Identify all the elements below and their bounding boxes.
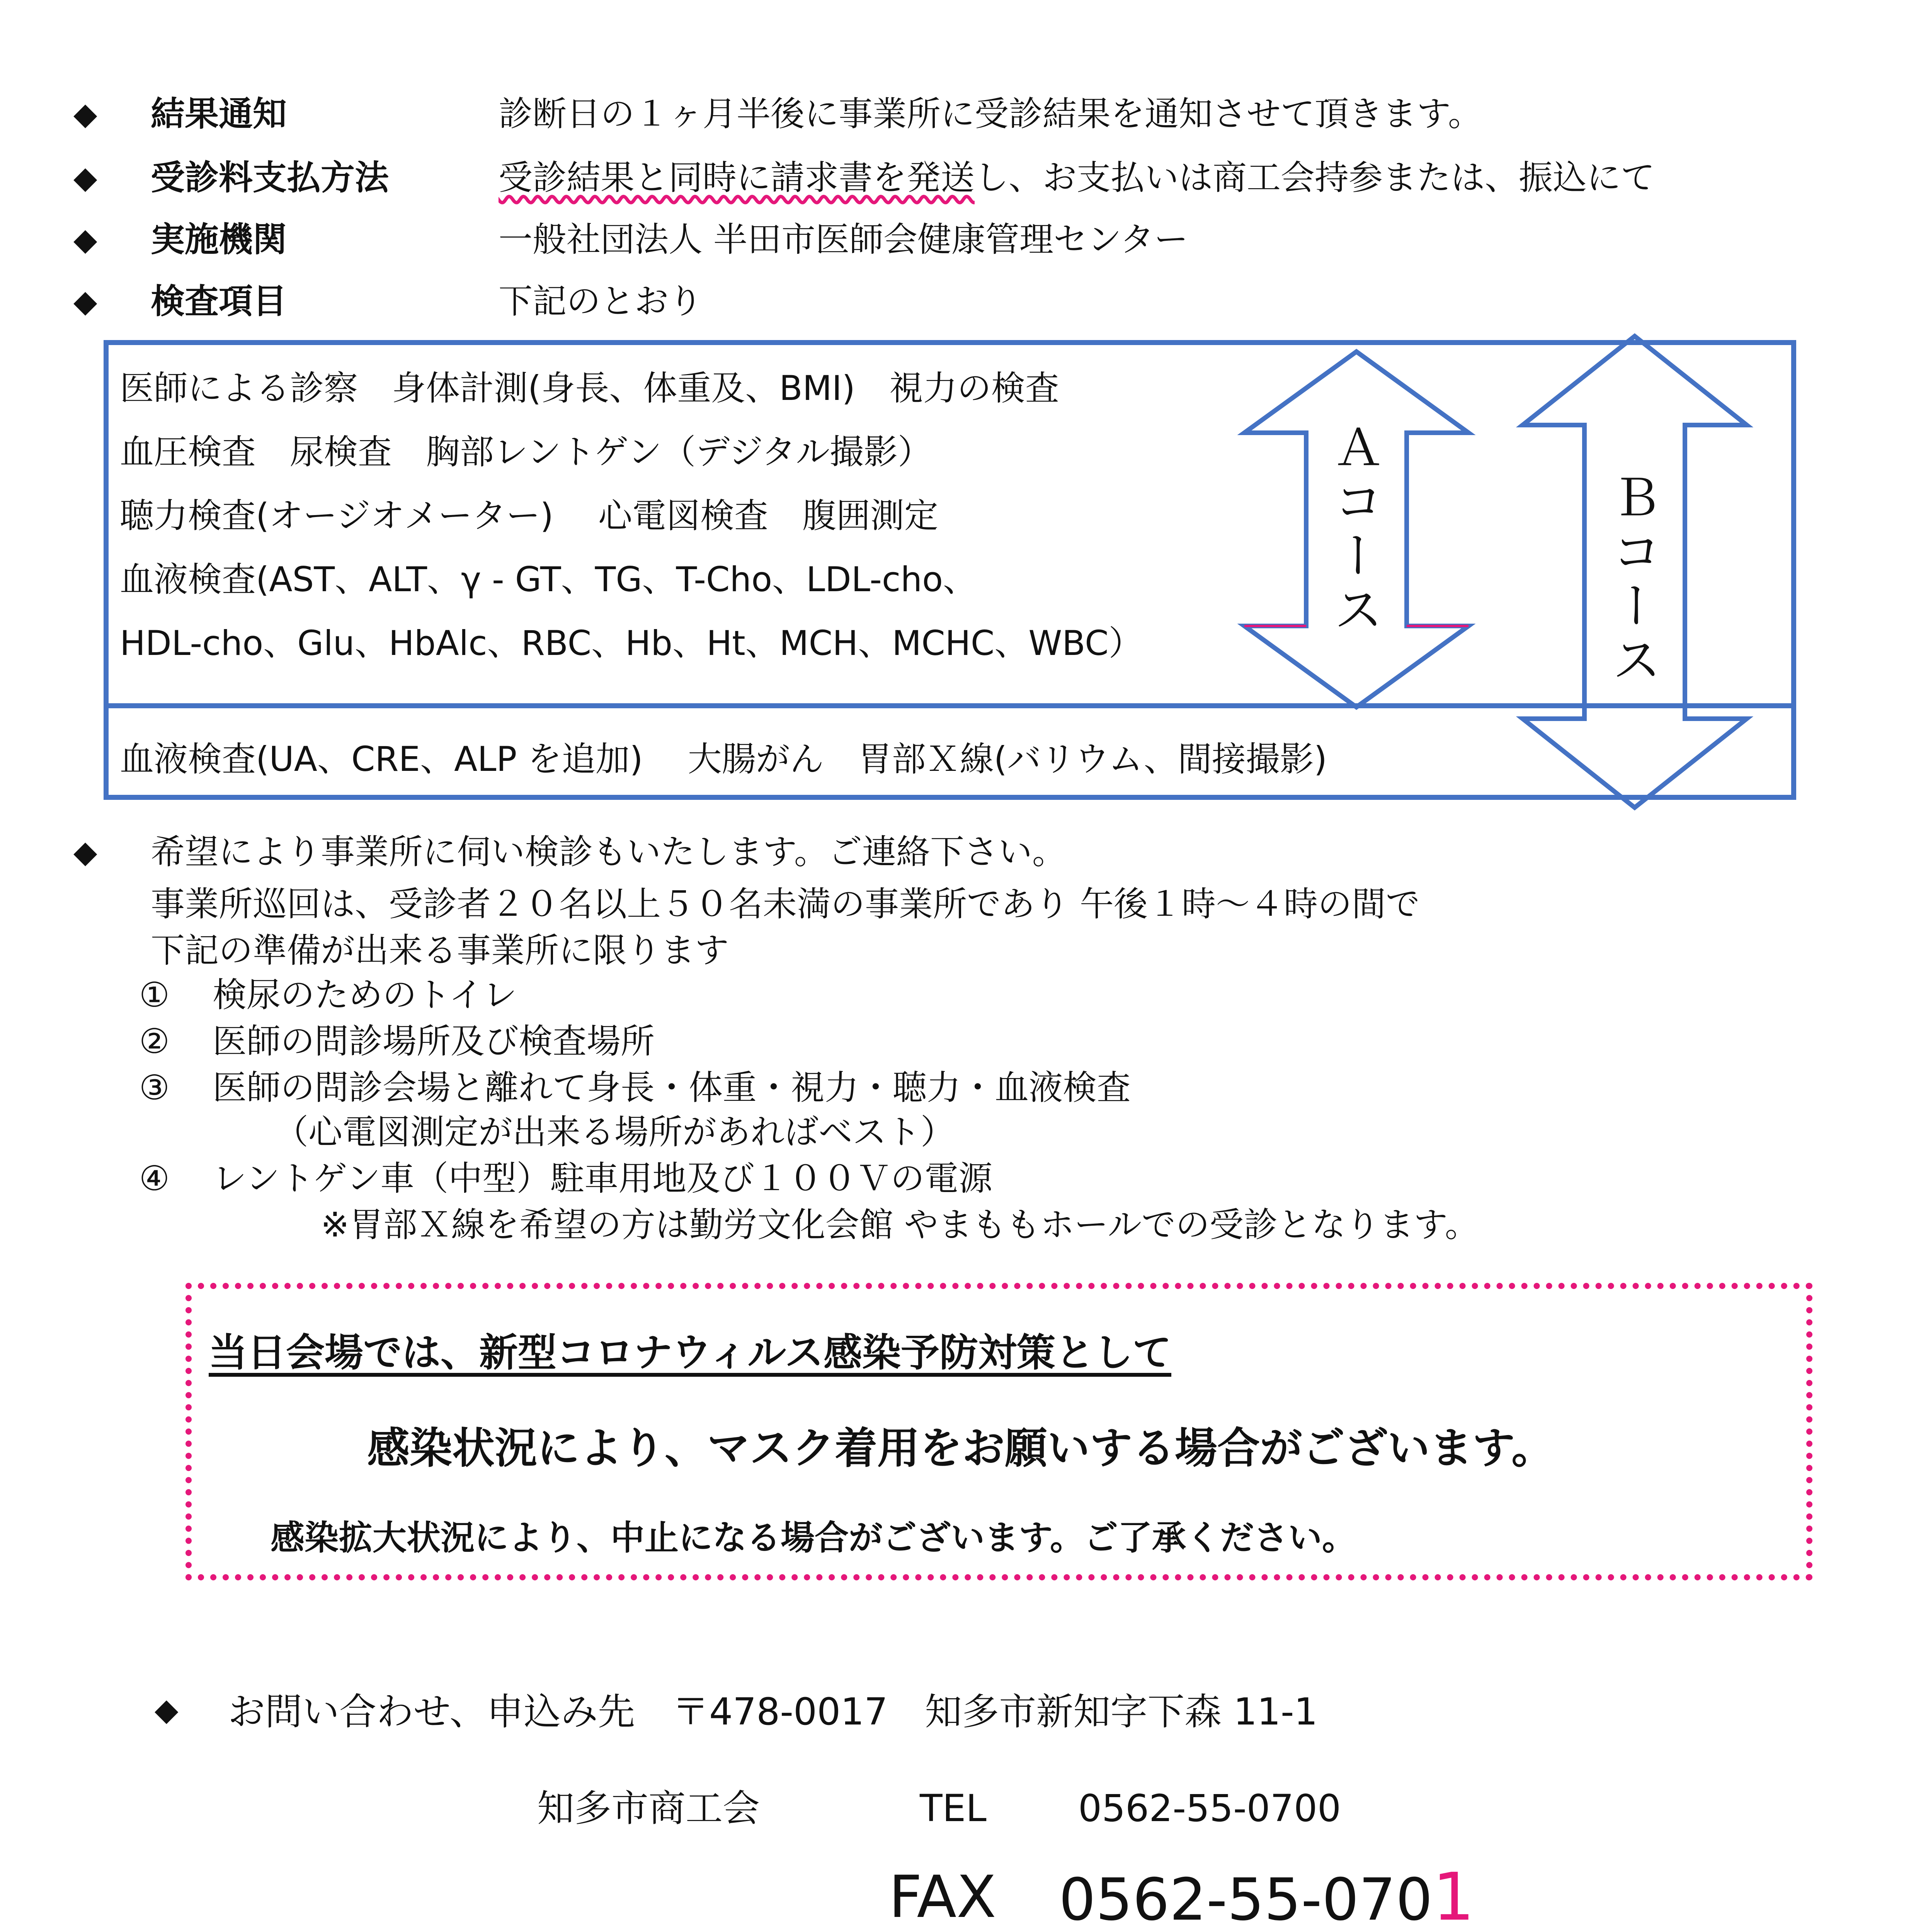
payment-underlined-text: 受診結果と同時に請求書を発送 <box>499 158 975 197</box>
exam-line-1: 医師による診察 身体計測(身長、体重及、BMI) 視力の検査 <box>120 368 1059 408</box>
visit-item-num: ④ <box>139 1158 170 1198</box>
visit-desc-1: 事業所巡回は、受診者２０名以上５０名未満の事業所であり 午後１時～４時の間で <box>151 884 1420 924</box>
fax-label: FAX <box>889 1864 996 1931</box>
a-course-label: Ａコース <box>1325 421 1384 638</box>
payment-method-label: 受診料支払方法 <box>151 158 389 197</box>
b-course-label: Ｂコース <box>1603 471 1662 688</box>
payment-rest-text: し、お支払いは商工会持参または、振込にて <box>975 158 1655 197</box>
visit-heading: 希望により事業所に伺い検診もいたします。ご連絡下さい。 <box>151 832 1066 872</box>
diamond-bullet-icon: ◆ <box>73 221 97 257</box>
exam-line-2: 血圧検査 尿検査 胸部レントゲン（デジタル撮影） <box>120 432 932 472</box>
visit-item-num: ① <box>139 975 170 1015</box>
visit-item-text: 検尿のためのトイレ <box>213 975 517 1015</box>
fax-number <box>1059 1859 1475 1932</box>
diamond-bullet-icon: ◆ <box>73 283 97 319</box>
visit-item3-note: （心電図測定が出来る場所があればベスト） <box>274 1112 955 1152</box>
exam-line-5: HDL-cho、Glu、HbAlc、RBC、Hb、Ht、MCH、MCHC、WBC） <box>120 623 1143 663</box>
covid-notice-sub: 感染拡大状況により、中止になる場合がございます。ご了承ください。 <box>271 1518 1356 1558</box>
visit-item-num: ② <box>139 1021 170 1061</box>
institution-value: 一般社団法人 半田市医師会健康管理センター <box>499 219 1188 259</box>
visit-desc-2: 下記の準備が出来る事業所に限ります <box>151 930 729 970</box>
result-notice-label: 結果通知 <box>151 94 287 134</box>
payment-method-value <box>499 156 1655 199</box>
visit-item-text: レントゲン車（中型）駐車用地及び１００Ｖの電源 <box>213 1158 993 1198</box>
exam-line-3: 聴力検査(オージオメーター) 心電図検査 腹囲測定 <box>120 496 938 536</box>
tel-number: 0562-55-0700 <box>1078 1787 1341 1830</box>
stomach-xray-note: ※胃部Ｘ線を希望の方は勤労文化会館 やまももホールでの受診となります。 <box>321 1205 1479 1245</box>
tel-label: TEL <box>920 1787 987 1830</box>
contact-heading: お問い合わせ、申込み先 〒478-0017 知多市新知字下森 11-1 <box>228 1690 1318 1733</box>
diamond-bullet-icon: ◆ <box>73 96 97 132</box>
exam-items-label: 検査項目 <box>151 281 287 321</box>
exam-line-4: 血液検査(AST、ALT、γ - GT、TG、T-Cho、LDL-cho、 <box>120 560 977 599</box>
covid-notice-main: 感染状況により、マスク着用をお願いする場合がございます。 <box>367 1423 1554 1473</box>
contact-org: 知多市商工会 <box>537 1787 760 1830</box>
covid-notice-title: 当日会場では、新型コロナウィルス感染予防対策として <box>209 1330 1171 1375</box>
result-notice-value: 診断日の１ヶ月半後に事業所に受診結果を通知させて頂きます。 <box>499 94 1482 134</box>
diamond-bullet-icon: ◆ <box>73 834 97 870</box>
diamond-bullet-icon: ◆ <box>155 1692 179 1728</box>
fax-number-main: 0562-55-070 <box>1059 1866 1433 1932</box>
diamond-bullet-icon: ◆ <box>73 160 97 196</box>
visit-item-text: 医師の問診場所及び検査場所 <box>213 1021 655 1061</box>
institution-label: 実施機関 <box>151 219 287 259</box>
exam-items-value: 下記のとおり <box>499 281 703 321</box>
visit-item-num: ③ <box>139 1068 170 1107</box>
visit-item-text: 医師の問診会場と離れて身長・体重・視力・聴力・血液検査 <box>213 1068 1131 1107</box>
exam-b-line: 血液検査(UA、CRE、ALP を追加) 大腸がん 胃部Ｘ線(バリウム、間接撮影) <box>120 739 1327 779</box>
fax-number-last-digit: 1 <box>1433 1859 1475 1932</box>
